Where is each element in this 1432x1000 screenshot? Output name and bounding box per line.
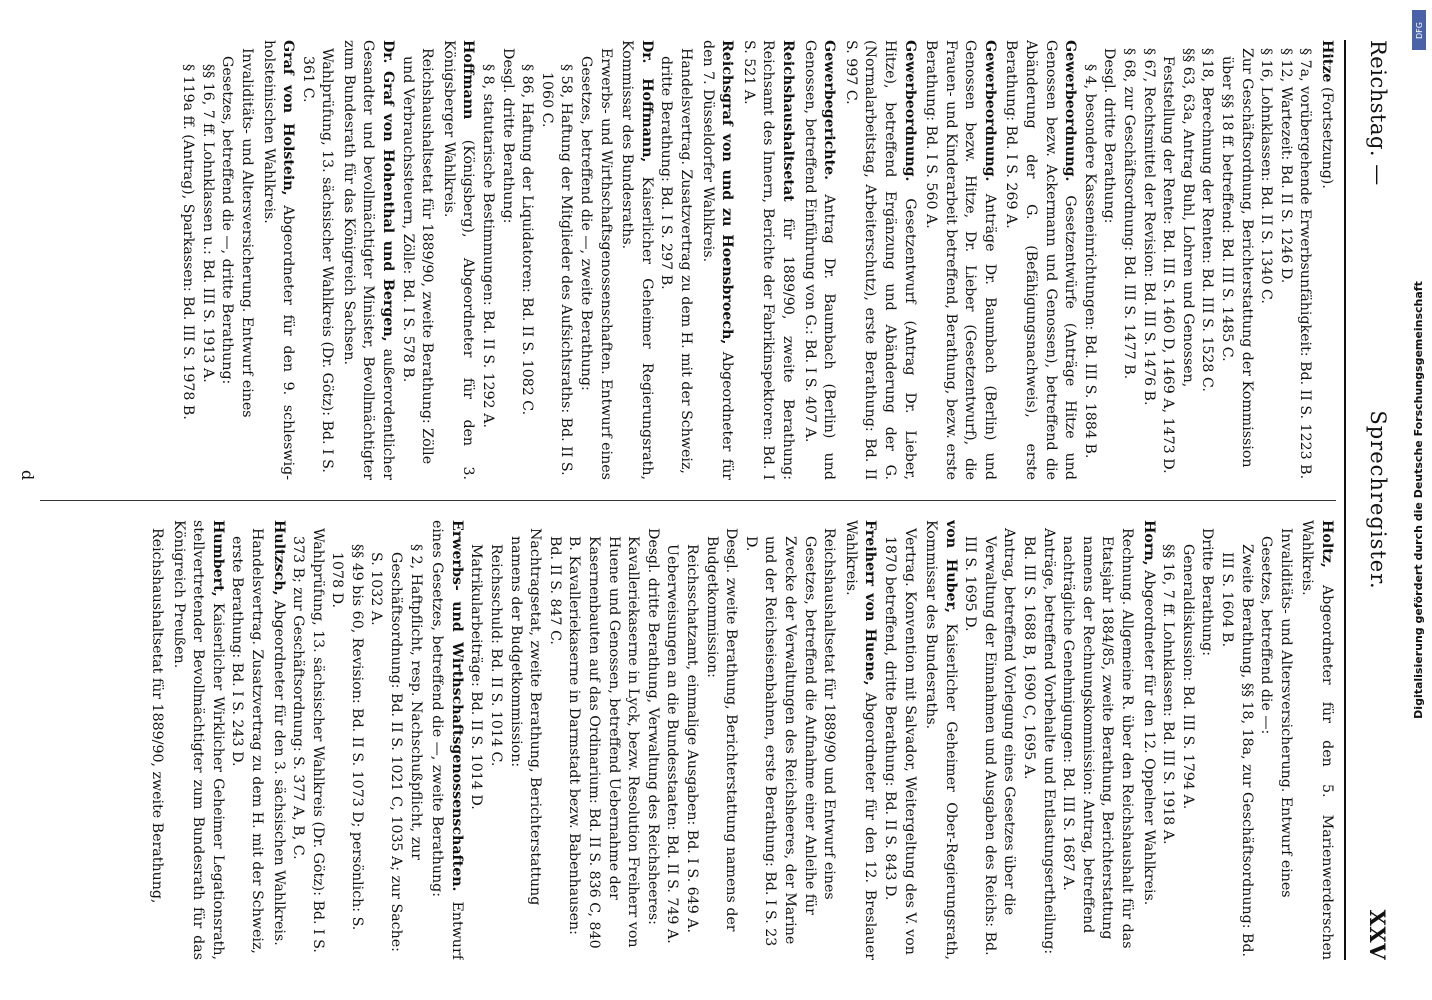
entry-heading: Hultzsch,: [270, 520, 287, 596]
register-entry: [697, 40, 736, 480]
sub-sub-entry: § 58, Haftung der Mitglieder des Aufsichtsraths: Bd. II S. 1060 C.: [538, 64, 575, 476]
sub-sub-entry: § 4, besondere Kasseneinrichtungen: Bd. III S. 1884 B.: [1081, 64, 1098, 459]
entry-heading: Gewerbeordnung.: [901, 40, 918, 182]
sub-entry: § 18, Berechnung der Renten: Bd. III S. 1528 C.: [1199, 48, 1216, 392]
sub-entry: Invaliditäts- und Altersversicherung. Entwurf eines Gesetzes, betreffend die —:: [1258, 528, 1294, 898]
header-title: Sprechregister.: [1366, 410, 1390, 590]
register-entry: [921, 520, 960, 960]
sub-entry: Vertrag. Konvention mit Salvador, Weitergeltung des V. von 1870 betreffend, dritte Berathung: Bd. II S. 843 D.: [881, 528, 918, 955]
entry-text: Abgeordneter für den 5. Marienwerderschen Wahlkreis.: [1299, 520, 1335, 960]
sub-entry: § 16, Lohnklassen: Bd. II S. 1340 C.: [1258, 48, 1275, 304]
page-number: XXV: [1365, 909, 1390, 960]
entry-heading: Gewerbegerichte.: [821, 40, 838, 181]
sub-sub-entry: Zweite Berathung, §§ 18, 18a, zur Geschäftsordnung: Bd. III S. 1604 B.: [1219, 544, 1255, 958]
sub-entry: Dritte Berathung:: [1199, 528, 1216, 657]
entry-text: für 1889/90, zweite Berathung: Reichsamt des Innern, Berichte der Fabrikinspektoren: Bd. I S. 521 A.: [740, 40, 796, 480]
entry-heading: Reichshaushaltsetat: [779, 40, 796, 202]
entry-text: Abgeordneter für den 3. sächsischen Wahlkreis.: [270, 595, 287, 946]
signature-mark: d: [18, 470, 37, 481]
register-entry: [1297, 520, 1336, 960]
sub-entry: § 67, Rechtsmittel der Revision: Bd. III S. 1476 B.: [1140, 48, 1157, 406]
sub-sub-entry: § 8, statutarische Bestimmungen: Bd. II S. 1292 A.: [480, 64, 497, 428]
sub-entry: Reichshaushaltsetat für 1889/90 und Entwurf eines Gesetzes, betreffend die Aufnahme einer Anleihe für Zwecke der Verwaltungen des Reichsheeres, der Marine und der Reichseisenbahnen, erste Berathung: Bd. I S. 23 D.: [742, 528, 838, 947]
entry-heading: Reichsgraf von und zu Hoensbroech,: [719, 40, 736, 345]
entry-heading: Gewerbeordnung.: [1062, 40, 1079, 182]
sub-sub-entry: § 86, Haftung der Liquidatoren: Bd. II S. 1082 C.: [519, 64, 536, 416]
register-entry: [617, 40, 656, 480]
register-entry: [168, 520, 227, 960]
sub-sub-entry: §§ 49 bis 60, Revision: Bd. II S. 1073 D; persönlich: S. 1078 D.: [329, 544, 365, 931]
register-entry: [840, 520, 879, 960]
sub-sub-entry: §§ 16, 7 ff. Lohnklassen: Bd. III S. 1918 A.: [1160, 544, 1177, 845]
sub-entry: § 7a, vorübergehende Erwerbsunfähigkeit: Bd. II S. 1223 B.: [1297, 48, 1314, 480]
entry-text: Kaiserlicher Geheimer Ober-Regierungsrath, Kommissar des Bundesraths.: [923, 520, 959, 960]
sub-entry: Nachtragsetat, zweite Berathung, Berichterstattung namens der Budgetkommission:: [507, 528, 544, 906]
sub-entry: Rechnung. Allgemeine R. über den Reichshaushalt für das Etatsjahr 1884/85, zweite Berathung, Berichterstattung namens der Rechnungskommission: Antrag, betreffend nachträgliche Genehmigungen: Bd. III S. 1687 A.: [1060, 528, 1136, 949]
register-entry: [1138, 520, 1158, 960]
entry-text: Entwurf eines Gesetzes, betreffend die —, zweite Berathung:: [429, 520, 465, 960]
register-entry: [438, 40, 477, 480]
sub-entry: Antrag, betreffend Vorlegung eines Gesetzes über die Verwaltung der Einnahmen und Ausgaben des Reichs: Bd. III S. 1695 D.: [962, 528, 1018, 956]
entry-text: Gesetzentwurf (Antrag Dr. Lieber, Hitze), betreffend Ergänzung und Abänderung der G. (Normalarbeitstag, Arbeiterschutz), erste Berathung: Bd. II S. 997 C.: [842, 40, 918, 480]
entry-text: Abgeordneter für den 12. Breslauer Wahlkreis.: [842, 520, 879, 960]
sub-entry: Desgl. dritte Berathung:: [1101, 48, 1118, 224]
entry-heading: Dr. Graf von Hohenthal und Bergen,: [380, 40, 397, 342]
sub-entry: §§ 63, 63a, Antrag Buhl, Lohren und Genossen, Feststellung der Rente: Bd. III S. 1460 D, 1469 A, 1473 D.: [1160, 48, 1196, 474]
dfg-sidebar: [1408, 0, 1430, 1000]
sub-entry: Anträge, betreffend Vorbehalte und Entlastungsertheilung: Bd. III S. 1688 B, 1690 C, 1695 A.: [1021, 528, 1057, 955]
sub-entry: § 12, Wartezeit: Bd. II S. 1246 D.: [1277, 48, 1294, 284]
entry-heading: Horn,: [1140, 520, 1157, 566]
sub-entry: Reichshaushaltsetat für 1889/90, zweite Berathung: Zölle und Verbrauchssteuern, Zölle: Bd. I S. 578 B.: [399, 48, 436, 465]
sub-sub-entry: Generaldiskussion: Bd. III S. 1794 A.: [1179, 544, 1196, 810]
sub-entry: Desgl. zweite Berathung, Berichterstattung namens der Budgetkommission:: [703, 528, 740, 932]
sub-entry: Erwerbs- und Wirthschaftsgenossenschaften. Entwurf eines Gesetzes, betreffend die —, zweite Berathung:: [578, 48, 614, 480]
page-header: [1354, 40, 1390, 960]
sub-entry: Handelsvertrag. Zusatzvertrag zu dem H. mit der Schweiz, dritte Berathung: Bd. I S. 297 B.: [658, 48, 694, 474]
register-entry: [738, 40, 797, 480]
entry-text: Kaiserlicher Wirklicher Geheimer Legationsrath, stellvertretender Bevollmächtigter zum Bundesrath für das Königreich Preußen.: [170, 520, 226, 960]
sub-sub-entry: Ueberweisungen an die Bundesstaaten: Bd. II S. 749 A.: [664, 544, 681, 944]
sub-entry: Zur Geschäftsordnung, Berichterstattung der Kommission über §§ 18 ff. betreffend: Bd. III S. 1485 C.: [1219, 48, 1255, 468]
entry-text: Gesetzentwürfe (Anträge Hitze und Genossen bezw. Ackermann und Genossen), betreffend die Abänderung der G. (Befähigungsnachweis), erste Berathung: Bd. I S. 269 A.: [1003, 40, 1079, 480]
sub-sub-entry: § 119a ff. (Antrag), Sparkassen: Bd. III S. 1978 B.: [180, 64, 197, 420]
entry-text: Abgeordneter für den 7. Düsseldorfer Wahlkreis.: [699, 40, 736, 480]
register-entry: [338, 40, 397, 480]
sub-entry: Wahlprüfung, 13. sächsischer Wahlkreis (Dr. Götz): Bd. I S. 361 C.: [299, 48, 336, 473]
entry-heading: Dr. Hoffmann,: [638, 40, 655, 163]
register-entry: [268, 520, 288, 960]
header-left: Reichstag. —: [1366, 40, 1390, 186]
entry-text: (Fortsetzung).: [1319, 82, 1335, 189]
left-column: [40, 40, 1336, 480]
register-entry: [258, 40, 297, 480]
register-entry: [799, 40, 838, 480]
sub-entry: Wahlprüfung, 13. sächsischer Wahlkreis (Dr. Götz): Bd. I S. 373 B; zur Geschäftsordnung: S. 377 A, B, C.: [290, 528, 326, 953]
entry-heading: von Huber,: [942, 520, 959, 613]
entry-text: Kaiserlicher Geheimer Regierungsrath, Kommissar des Bundesraths.: [619, 40, 655, 480]
entry-text: Antrag Dr. Baumbach (Berlin) und Genossen, betreffend Einführung von G.: Bd. I S. 407 A.: [801, 40, 838, 480]
sub-entry: § 68, zur Geschäftsordnung: Bd. III S. 1477 B.: [1121, 48, 1138, 380]
header-rule: [1344, 40, 1346, 960]
sub-sub-entry: Matrikularbeiträge: Bd. II S. 1014 D.: [468, 544, 485, 810]
dfg-credit: Digitalisierung gefördert durch die Deutsche Forschungsgemeinschaft: [1412, 281, 1426, 719]
entry-text: (Königsberg), Abgeordneter für den 3. Königsberger Wahlkreis.: [440, 40, 477, 480]
entry-heading: Humbert,: [209, 520, 226, 597]
sub-entry: Desgl. dritte Berathung, Verwaltung des Reichsheeres: Kavalleriekaserne in Lyck, bezw. Resolution Freiherr von Huene und Genossen, betreffend Uebernahme der Kasernenbauten auf das Ordinarium: Bd. II S. 836 C, 840 B. Kavalleriekaserne in Darmstadt bezw. Babenhausen: Bd. II S. 847 C.: [546, 528, 661, 949]
sub-entry: Reichshaushaltsetat für 1889/90, zweite Berathung,: [148, 528, 165, 904]
sub-sub-entry: Reichsschuld: Bd. II S. 1014 C.: [488, 544, 505, 767]
sub-sub-entry: Reichsschatzamt, einmalige Ausgaben: Bd. I S. 649 A.: [684, 544, 700, 933]
entry-heading: Graf von Holstein,: [280, 40, 297, 196]
sub-entry: Invaliditäts- und Altersversicherung. Entwurf eines Gesetzes, betreffend die —, dritte Berathung:: [219, 48, 255, 418]
entry-heading: Erwerbs- und Wirthschaftsgenossenschaften.: [448, 520, 465, 892]
sub-sub-entry: §§ 16, 7 ff. Lohnklassen u.: Bd. III S. 1913 A.: [199, 64, 216, 383]
entry-heading: Hitze: [1319, 40, 1335, 83]
entry-heading: Freiherr von Huene,: [862, 520, 879, 686]
column-divider: [40, 500, 1336, 501]
entry-heading: Hoffmann: [460, 40, 477, 120]
sub-sub-entry: § 2, Haftpflicht, resp. Nachschußpflicht, zur Geschäftsordnung: Bd. II S. 1021 C, 1035 A; zur Sache: S. 1032 A.: [368, 544, 424, 952]
register-entry: [427, 520, 466, 960]
register-entry: [840, 40, 918, 480]
entry-heading: Holtz,: [1319, 520, 1335, 568]
entry-text: außerordentlicher Gesandter und bevollmächtigter Minister, Bevollmächtigter zum Bundesrath für das Königreich Sachsen.: [340, 40, 397, 480]
entry-heading: Gewerbeordnung.: [981, 40, 998, 182]
register-entry: [1001, 40, 1079, 480]
sub-entry: Handelsvertrag. Zusatzvertrag zu dem H. mit der Schweiz, erste Berathung: Bd. I S. 243 D.: [229, 528, 265, 954]
entry-text: Anträge Dr. Baumbach (Berlin) und Genossen bezw. Hitze, Dr. Lieber (Gesetzentwurf), die Frauen- und Kinderarbeit betreffend, Berathung, bezw. erste Berathung: Bd. I S. 560 A.: [923, 40, 998, 480]
register-entry: [921, 40, 999, 480]
dfg-logo-text: DFG: [1414, 21, 1424, 39]
entry-text: Abgeordneter für den 9. schleswig-holsteinischen Wahlkreis.: [260, 40, 297, 480]
entry-text: Abgeordneter für den 12. Oppelner Wahlkreis.: [1140, 565, 1157, 906]
right-column: [40, 520, 1336, 960]
sub-entry: Desgl. dritte Berathung:: [499, 48, 516, 224]
dfg-logo: [1412, 10, 1426, 50]
register-entry: [1316, 40, 1336, 480]
